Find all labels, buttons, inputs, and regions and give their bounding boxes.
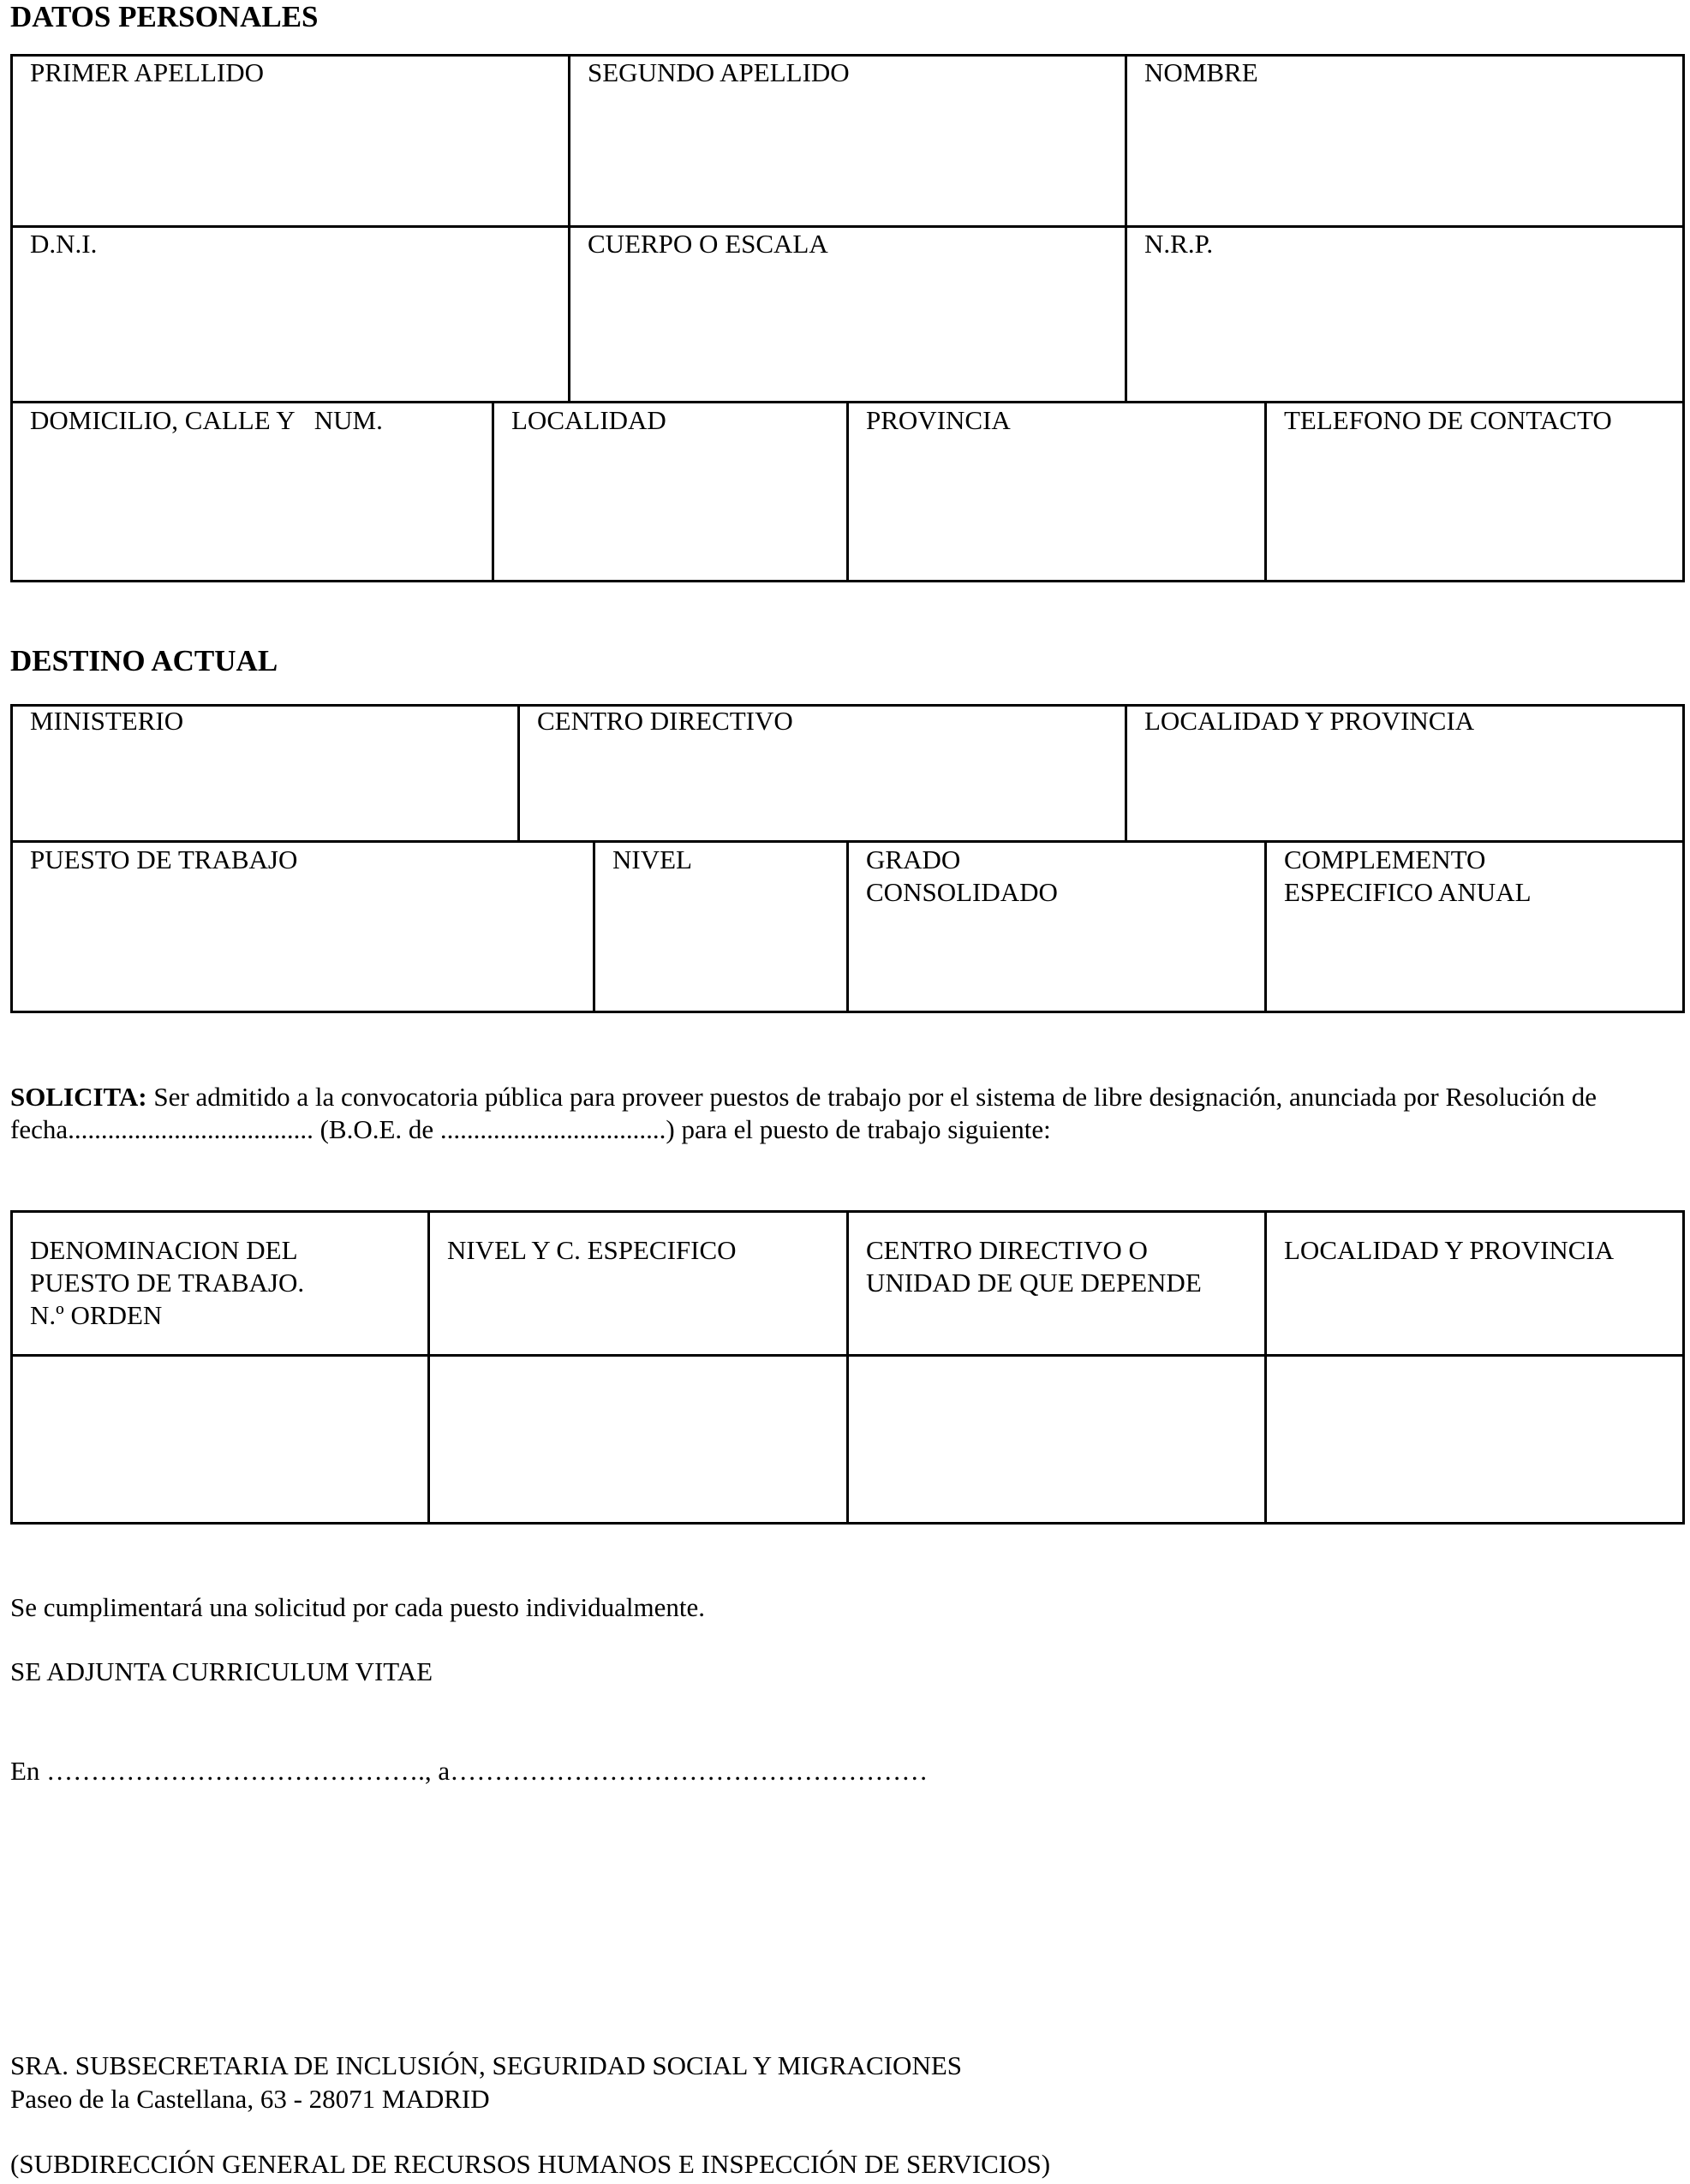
col-divider [846,840,849,1013]
nivel-c-especifico-input[interactable] [430,1357,846,1522]
denominacion-puesto-header: DENOMINACION DEL PUESTO DE TRABAJO. N.º ORDEN [30,1235,305,1330]
row-divider [10,225,1685,228]
address-line-3: (SUBDIRECCIÓN GENERAL DE RECURSOS HUMANOS E INSPECCIÓN DE SERVICIOS) [10,2149,1051,2179]
nivel-field[interactable]: NIVEL [612,844,692,874]
puesto-trabajo-field[interactable]: PUESTO DE TRABAJO [30,844,298,874]
col-divider [846,401,849,582]
centro-directivo-unidad-header: CENTRO DIRECTIVO O UNIDAD DE QUE DEPENDE [866,1235,1202,1298]
localidad-provincia-field[interactable]: LOCALIDAD Y PROVINCIA [1144,706,1475,736]
dni-field[interactable]: D.N.I. [30,229,98,259]
ministerio-field[interactable]: MINISTERIO [30,706,184,736]
col-divider [1264,401,1267,582]
cuerpo-escala-field[interactable]: CUERPO O ESCALA [588,229,828,259]
cumplimentara-note: Se cumplimentará una solicitud por cada puesto individualmente. [10,1592,705,1622]
lugar-fecha-line[interactable]: En ……………………………………., a……………………………………………… [10,1756,929,1786]
address-line-1: SRA. SUBSECRETARIA DE INCLUSIÓN, SEGURIDAD SOCIAL Y MIGRACIONES [10,2050,963,2080]
segundo-apellido-field[interactable]: SEGUNDO APELLIDO [588,57,850,87]
col-divider [1125,54,1127,401]
nombre-field[interactable]: NOMBRE [1144,57,1258,87]
localidad-provincia-input[interactable] [1267,1357,1682,1522]
localidad-field[interactable]: LOCALIDAD [511,405,666,435]
complemento-especifico-field[interactable]: COMPLEMENTO ESPECIFICO ANUAL [1284,844,1532,907]
address-line-2: Paseo de la Castellana, 63 - 28071 MADRID [10,2084,490,2114]
denominacion-puesto-input[interactable] [13,1357,427,1522]
telefono-contacto-field[interactable]: TELEFONO DE CONTACTO [1284,405,1612,435]
nrp-field[interactable]: N.R.P. [1144,229,1214,259]
centro-directivo-unidad-input[interactable] [849,1357,1264,1522]
centro-directivo-field[interactable]: CENTRO DIRECTIVO [537,706,793,736]
domicilio-field[interactable]: DOMICILIO, CALLE Y NUM. [30,405,383,435]
nivel-c-especifico-header: NIVEL Y C. ESPECIFICO [447,1235,737,1265]
grado-consolidado-field[interactable]: GRADO CONSOLIDADO [866,844,1058,907]
solicita-label: SOLICITA: [10,1082,147,1112]
datos-personales-heading: DATOS PERSONALES [10,0,319,33]
col-divider [492,401,494,582]
destino-actual-heading: DESTINO ACTUAL [10,644,278,677]
col-divider [593,840,595,1013]
col-divider [568,54,570,401]
solicita-paragraph [10,1081,1687,1146]
solicita-text: Ser admitido a la convocatoria pública para proveer puestos de trabajo por el sistema de libre designación, anunciada por Resolución de fecha..................................... (B.O.E. de ..................................) para el puesto de trabajo siguiente: [10,1082,1597,1144]
col-divider [517,704,520,840]
col-divider [1125,704,1127,840]
localidad-provincia-header: LOCALIDAD Y PROVINCIA [1284,1235,1615,1265]
primer-apellido-field[interactable]: PRIMER APELLIDO [30,57,264,87]
provincia-field[interactable]: PROVINCIA [866,405,1011,435]
adjunta-curriculum-note: SE ADJUNTA CURRICULUM VITAE [10,1656,433,1686]
col-divider [1264,840,1267,1013]
